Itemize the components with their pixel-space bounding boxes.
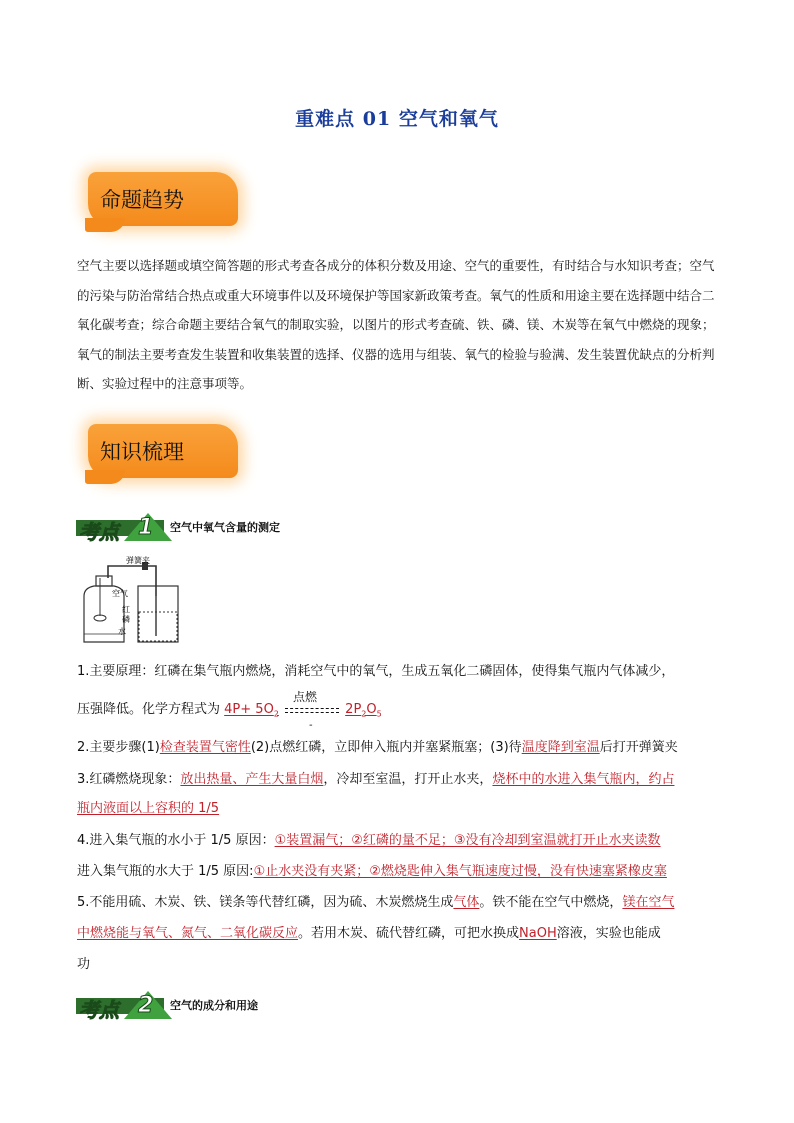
substitute-line-1: 5.不能用硫、木炭、铁、镁条等代替红磷，因为硫、木炭燃烧生成气体。铁不能在空气中燃烧，镁在空气	[77, 895, 675, 910]
substitute-line-2: 中燃烧能与氧气、氮气、二氧化碳反应。若用木炭、硫代替红磷，可把水换成NaOH溶液，实验也能成	[77, 926, 661, 941]
reaction-arrow: 点燃 -	[283, 700, 341, 720]
principle-line-2: 压强降低。化学方程式为 $4P+ 5O_2$ 点燃 - $2P_2O_5$	[77, 689, 382, 731]
water-label: 水	[118, 627, 126, 636]
kaodian-badge: 考点 1	[76, 513, 168, 541]
clamp-label: 弹簧夹	[126, 556, 150, 565]
page-title: 重难点 01 空气和氧气	[295, 108, 499, 130]
equation: $4P+ 5O_2$	[224, 702, 279, 719]
kaodian-label: 空气的成分和用途	[170, 999, 258, 1012]
kaodian-badge: 考点 2	[76, 991, 168, 1019]
phos-label-1: 红	[122, 605, 130, 614]
banner-label: 命题趋势	[100, 188, 184, 212]
kaodian-label: 空气中氧气含量的测定	[170, 521, 280, 534]
principle-line-1: 1.主要原理：红磷在集气瓶内燃烧，消耗空气中的氧气，生成五氧化二磷固体，使得集气瓶内气体减少，	[77, 664, 675, 679]
substitute-line-3: 功	[77, 957, 91, 972]
phos-label-2: 磷	[122, 615, 130, 624]
phenomenon-line-1: 3.红磷燃烧现象：放出热量、产生大量白烟，冷却至室温，打开止水夹，烧杯中的水进入集气瓶内，约占	[77, 772, 675, 787]
kaodian-1-heading	[76, 512, 280, 542]
banner-label: 知识梳理	[100, 440, 184, 464]
kaodian-2-heading	[76, 990, 258, 1020]
intro-paragraph: 空气主要以选择题或填空简答题的形式考查各成分的体积分数及用途、空气的重要性，有时结合与水知识考查；空气的污染与防治常结合热点或重大环境事件以及环境保护等国家新政策考查。氧气的性质和用途主要在选择题中结合二氧化碳考查；综合命题主要结合氧气的制取实验，以图片的形式考查硫、铁、磷、镁、木炭等在氧气中燃烧的现象；氧气的制法主要考查发生装置和收集装置的选择、仪器的选用与组装、氧气的检验与验满、发生装置优缺点的分析判断、实验过程中的注意事项等。	[77, 258, 715, 391]
more-reason-line: 进入集气瓶的水大于 1/5 原因:①止水夹没有夹紧；②燃烧匙伸入集气瓶速度过慢，没有快速塞紧橡皮塞	[77, 864, 667, 879]
less-reason-line: 4.进入集气瓶的水小于 1/5 原因：①装置漏气；②红磷的量不足；③没有冷却到室温就打开止水夹读数	[77, 833, 661, 848]
steps-line: 2.主要步骤(1)检查装置气密性(2)点燃红磷，立即伸入瓶内并塞紧瓶塞；(3)待温度降到室温后打开弹簧夹	[77, 740, 678, 755]
section-banner-trend	[88, 172, 238, 226]
phenomenon-line-2: 瓶内液面以上容积的 1/5	[77, 801, 220, 816]
apparatus-diagram	[78, 556, 186, 648]
air-label: 空气	[112, 589, 128, 598]
section-banner-knowledge	[88, 424, 238, 478]
